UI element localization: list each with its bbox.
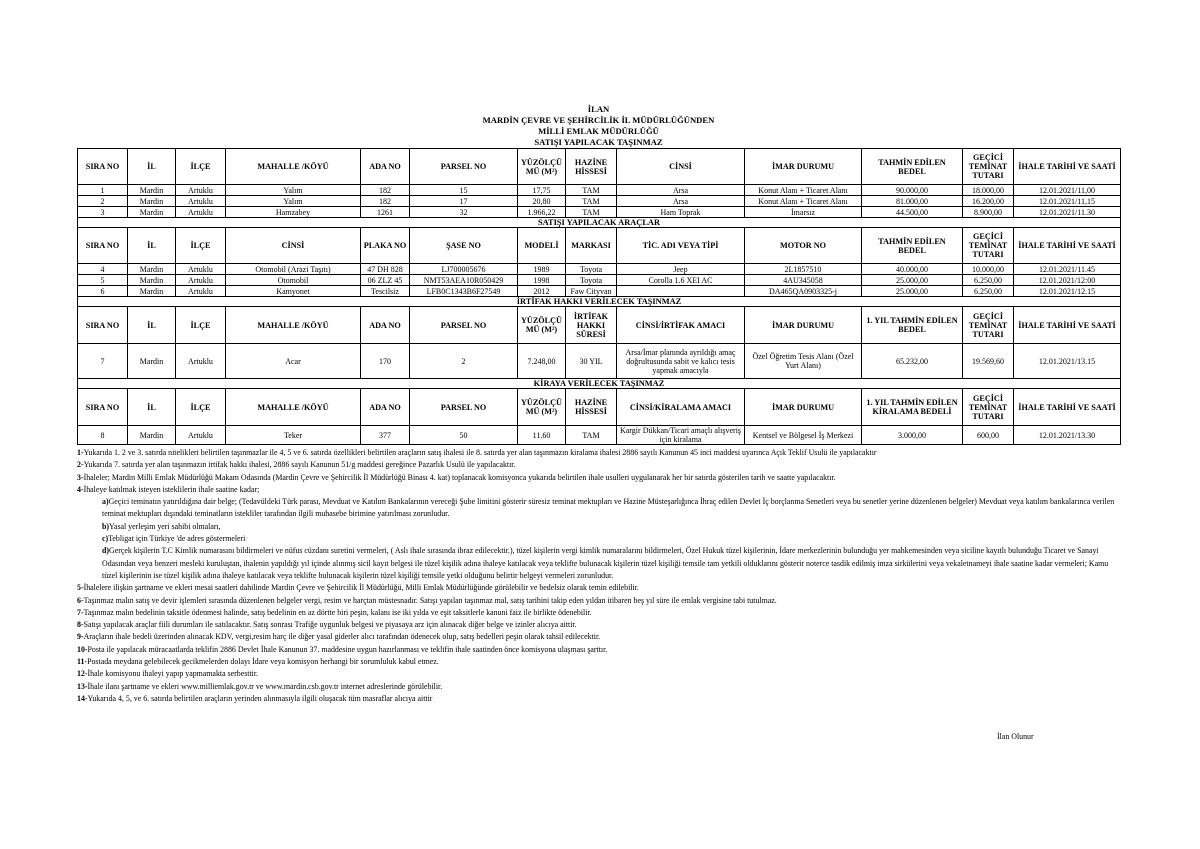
table-cell: 19.569,60 [963, 344, 1014, 379]
column-header: CİNSİ [617, 149, 745, 185]
column-header: İMAR DURUMU [745, 389, 862, 426]
column-header: TAHMİN EDİLEN BEDEL [862, 228, 963, 264]
table-cell: Arsa/İmar planında ayrıldığı amaç doğrultusunda sabit ve kalıcı tesis yapmak amacıyla [617, 344, 745, 379]
term-number: 7- [77, 607, 84, 617]
table-cell: 2 [410, 344, 518, 379]
table-cell: TAM [566, 426, 617, 445]
table-cell: 6.250,00 [963, 286, 1014, 297]
signoff: İlan Olunur [997, 732, 1034, 741]
table-cell: Artuklu [176, 196, 226, 207]
table-cell: Artuklu [176, 426, 226, 445]
term-number: 14- [77, 693, 88, 703]
table-cell: 32 [410, 207, 518, 218]
table-cell: 3 [78, 207, 128, 218]
table-cell: DA465QA0903325-j [745, 286, 862, 297]
table-cell: Mardin [128, 426, 176, 445]
table-cell: 20,80 [518, 196, 566, 207]
section-title: İRTİFAK HAKKI VERİLECEK TAŞINMAZ [78, 297, 1121, 307]
column-header: CİNSİ/KİRALAMA AMACI [617, 389, 745, 426]
term-text: İhaleler; Mardin Milli Emlak Müdürlüğü Makam Odasında (Mardin Çevre ve Şehircilik İl Müdürlüğü Binası 4. kat) toplanacak komisyonca yukarıda belirtilen ihale usulleri uygulanarak her bir satırda gösterilen tarih ve saatte yapılacaktır. [83, 472, 836, 482]
column-header: TİC. ADI VEYA TİPİ [617, 228, 745, 264]
column-header: SIRA NO [78, 228, 128, 264]
table-cell: Jeep [617, 264, 745, 275]
term-text: Gerçek kişilerin T.C Kimlik numarasını bildirmeleri ve nüfus cüzdanı suretini vermeleri, ( Aslı ihale sırasında ibraz edilecektir.), tüzel kişilerin vergi kimlik numaralarını bildirmeleri, Özel Hukuk tüzel kişilerinin, İdare merkezlerinin bulunduğu yer mahkemesinden veya siciline kayıtlı bulunduğu Ticaret ve Sanayi Odasından veya benzeri mesleki kuruluştan, ihalenin yapıldığı yıl içinde alınmış sicil kayıt belgesi ile tüzel kişilik adına ihaleye katılacak veya teklifte bulunacak kişilerin tüzel kişiliği temsile tam yetkili olduklarını gösterir noterce tasdik edilmiş imza sirkülerini veya vekaletnameyi ihale saatine kadar vermeleri; Kamu tüzel kişilerinin ise tüzel kişilik adına ihaleye katılacak veya teklifte bulunacak kişilerin tüzel kişiliği temsile yetki olduğunu belirtir belgeyi vermeleri zorunludur. [102, 546, 1109, 580]
column-header: MARKASI [566, 228, 617, 264]
term-text: Taşınmaz malın satış ve devir işlemleri sırasında düzenlenen belgeler vergi, resim ve harçtan müstesnadır. Satışı yapılan taşınmaz mal, satış tarihini takip eden yıldan itibaren beş yıl süre ile emlak vergisine tabi tutulmaz. [83, 595, 777, 605]
term-item [77, 656, 1120, 668]
column-header: MOTOR NO [745, 228, 862, 264]
table-cell: Arsa [617, 196, 745, 207]
table-cell: Konut Alanı + Ticaret Alanı [745, 196, 862, 207]
table-cell: 12.01.2021/11.30 [1014, 207, 1121, 218]
table-cell: 6.250,00 [963, 275, 1014, 286]
table-row [78, 196, 1121, 207]
column-header: 1. YIL TAHMİN EDİLEN KİRALAMA BEDELİ [862, 389, 963, 426]
column-header: İLÇE [176, 389, 226, 426]
column-header: İLÇE [176, 307, 226, 344]
auction-table [77, 148, 1121, 445]
column-header: GEÇİCİ TEMİNAT TUTARI [963, 389, 1014, 426]
term-number: 1- [77, 448, 84, 457]
table-cell: Mardin [128, 196, 176, 207]
table-cell: 8 [78, 426, 128, 445]
column-header: PLAKA NO [361, 228, 410, 264]
table-cell: Hamzabey [226, 207, 361, 218]
table-cell: 5 [78, 275, 128, 286]
table-cell: 10.000,00 [963, 264, 1014, 275]
section-title: SATIŞI YAPILACAK ARAÇLAR [78, 218, 1121, 228]
column-header: İL [128, 307, 176, 344]
term-item [77, 484, 1120, 496]
column-header: GEÇİCİ TEMİNAT TUTARI [963, 149, 1014, 185]
column-header: İHALE TARİHİ VE SAATİ [1014, 149, 1121, 185]
term-text: İhaleye katılmak isteyen isteklilerin ihale saatine kadar; [83, 484, 260, 494]
column-header: SIRA NO [78, 149, 128, 185]
table-cell: Acar [226, 344, 361, 379]
column-header: SIRA NO [78, 307, 128, 344]
column-header: YÜZÖLÇÜ MÜ (M²) [518, 307, 566, 344]
term-text: Satışı yapılacak araçlar fiili durumları ile satılacaktır. Satış sonrası Trafiğe uygunluk belgesi ve piyasaya arz için alınacak diğer belge ve izinler alıcıya aittir. [83, 620, 577, 630]
table-cell: Artuklu [176, 185, 226, 196]
column-header: PARSEL NO [410, 307, 518, 344]
term-text: Yukarıda 7. satırda yer alan taşınmazın irtifak hakkı ihalesi, 2886 sayılı Kanunun 51/g maddesi gereğince Pazarlık Usulü ile yapılacaktır. [83, 460, 516, 470]
table-cell: 4 [78, 264, 128, 275]
table-cell: Mardin [128, 344, 176, 379]
term-text: Yukarıda 4, 5, ve 6. satırda belirtilen araçların yerinden alınmasıyla ilgili oluşacak tüm masraflar alıcıya aittir [87, 693, 433, 703]
table-cell: Artuklu [176, 207, 226, 218]
table-cell: 182 [361, 196, 410, 207]
column-header: SIRA NO [78, 389, 128, 426]
column-header: YÜZÖLÇÜ MÜ (M²) [518, 389, 566, 426]
table-cell: 3.000,00 [862, 426, 963, 445]
table-cell: 12.01.2021/12:00 [1014, 275, 1121, 286]
table-cell: Arsa [617, 185, 745, 196]
announcement-title: İLAN [587, 104, 610, 114]
table-cell: 50 [410, 426, 518, 445]
column-header: TAHMİN EDİLEN BEDEL [862, 149, 963, 185]
table-cell: 1989 [518, 264, 566, 275]
table-cell: 40.000,00 [862, 264, 963, 275]
table-cell: Corolla 1.6 XEI AC [617, 275, 745, 286]
column-header: GEÇİCİ TEMİNAT TUTARI [963, 228, 1014, 264]
table-cell: 12.01.2021/11,15 [1014, 196, 1121, 207]
table-cell: 30 YIL [566, 344, 617, 379]
header [77, 104, 1120, 148]
term-number: 5- [77, 583, 84, 593]
table-row [78, 207, 1121, 218]
column-header: ADA NO [361, 149, 410, 185]
column-header: 1. YIL TAHMİN EDİLEN BEDEL [862, 307, 963, 344]
table-cell: 2L1857510 [745, 264, 862, 275]
table-cell: 12.01.2021/13.15 [1014, 344, 1121, 379]
term-text: Tebligat için Türkiye 'de adres göstermeleri [108, 534, 246, 544]
table-cell: 377 [361, 426, 410, 445]
table-cell: İmarsız [745, 207, 862, 218]
term-text: Yukarıda 1. 2 ve 3. satırda nitelikleri belirtilen taşınmazlar ile 4, 5 ve 6. satırda özellikleri belirtilen araçların satış ihalesi ile 8. satırda yer alan taşınmazın kiralama ihalesi 2886 sayılı Kanunun 45 inci maddesi uyarınca Açık Teklif Usulü ile yapılacaktır [83, 448, 877, 457]
term-text: Geçici teminatın yatırıldığına dair belge; (Tedavüldeki Türk parası, Mevduat ve Katılım Bankalarının vereceği Şube limitini gösterir süresiz teminat mektupları ve Hazine Müsteşarlığınca İhraç edilen Devlet İç borçlanma Senetleri veya bu senetler yerine düzenlenen belgeler) Mevduat veya katılım bankalarınca verilen teminat mektupları dışındaki teminatların istekliler tarafından ilgili muhasebe birimine yatırılması zorunludur. [102, 497, 1115, 519]
term-item [77, 693, 1120, 705]
table-cell: 170 [361, 344, 410, 379]
table-cell: Yalım [226, 196, 361, 207]
term-number: 12- [77, 669, 88, 679]
table-cell: 06 ZLZ 45 [361, 275, 410, 286]
table-cell: Artuklu [176, 275, 226, 286]
table-cell: LFB0C1343B6F27549 [410, 286, 518, 297]
column-header: İL [128, 228, 176, 264]
table-cell: 6 [78, 286, 128, 297]
term-text: İhalelere ilişkin şartname ve ekleri mesai saatleri dahilinde Mardin Çevre ve Şehircilik İl Müdürlüğü, Milli Emlak Müdürlüğünde görülebilir ve bedelsiz olarak temin edilebilir. [83, 583, 639, 593]
table-cell: Mardin [128, 185, 176, 196]
column-header: İMAR DURUMU [745, 307, 862, 344]
section-title-land: SATIŞI YAPILACAK TAŞINMAZ [534, 137, 663, 147]
lease-section-row [78, 379, 1121, 389]
term-item [77, 521, 1120, 533]
table-cell: 8.900,00 [963, 207, 1014, 218]
table-cell: 81.000,00 [862, 196, 963, 207]
term-number: 9- [77, 632, 84, 642]
term-number: b) [102, 521, 110, 531]
column-header: MAHALLE /KÖYÜ [226, 389, 361, 426]
table-cell: LJ700005676 [410, 264, 518, 275]
table-cell: 1 [78, 185, 128, 196]
table-cell: 25.000,00 [862, 275, 963, 286]
vehicles-section-row [78, 218, 1121, 228]
term-number: 10- [77, 644, 88, 654]
table-cell: Mardin [128, 275, 176, 286]
table-cell: NMT53AEA10R050429 [410, 275, 518, 286]
table-cell: 12.01.2021/11,00 [1014, 185, 1121, 196]
table-row [78, 286, 1121, 297]
table-cell: 2012 [518, 286, 566, 297]
issuer-department: MİLLİ EMLAK MÜDÜRLÜĞÜ [538, 126, 659, 136]
term-text: Araçların ihale bedeli üzerinden alınacak KDV, vergi,resim harç ile diğer yasal giderler alıcı tarafından ödenecek olup, satış bedelleri peşin olarak tahsil edilecektir. [83, 632, 601, 642]
table-cell: Artuklu [176, 344, 226, 379]
table-row [78, 344, 1121, 379]
table-cell: Faw Cityvan [566, 286, 617, 297]
column-header: ADA NO [361, 307, 410, 344]
term-item [77, 619, 1120, 631]
table-cell: 7.248,00 [518, 344, 566, 379]
table-cell: TAM [566, 196, 617, 207]
land-header-row [78, 149, 1121, 185]
issuer-name: MARDİN ÇEVRE VE ŞEHİRCİLİK İL MÜDÜRLÜĞÜNDEN [482, 115, 715, 125]
table-cell: 44.500,00 [862, 207, 963, 218]
table-cell: 1261 [361, 207, 410, 218]
table-cell: Kargir Dükkan/Ticari amaçlı alışveriş için kiralama [617, 426, 745, 445]
term-item [77, 496, 1120, 521]
term-item [77, 668, 1120, 680]
term-item [77, 644, 1120, 656]
term-number: d) [102, 546, 110, 556]
table-row [78, 264, 1121, 275]
table-cell: Artuklu [176, 286, 226, 297]
term-number: 2- [77, 460, 84, 470]
table-row [78, 275, 1121, 286]
table-cell: Konut Alanı + Ticaret Alanı [745, 185, 862, 196]
table-cell: Toyota [566, 264, 617, 275]
table-cell: Toyota [566, 275, 617, 286]
table-cell: Artuklu [176, 264, 226, 275]
term-item [77, 582, 1120, 594]
table-cell: TAM [566, 185, 617, 196]
table-cell: 7 [78, 344, 128, 379]
term-text: İhale komisyonu ihaleyi yapıp yapmamakta serbesttir. [87, 669, 259, 679]
term-text: İhale ilanı şartname ve ekleri www.milliemlak.gov.tr ve www.mardin.csb.gov.tr internet adreslerinde görülebilir. [87, 681, 443, 691]
term-item [77, 545, 1120, 582]
term-item [77, 595, 1120, 607]
column-header: MAHALLE /KÖYÜ [226, 149, 361, 185]
term-number: 11- [77, 657, 88, 667]
column-header: CİNSİ [226, 228, 361, 264]
term-number: 3- [77, 472, 84, 482]
easement-header-row [78, 307, 1121, 344]
column-header: PARSEL NO [410, 389, 518, 426]
terms-list [77, 447, 1120, 705]
term-text: Taşınmaz malın bedelinin taksitle ödenmesi halinde, satış bedelinin en az dörtte biri peşin, kalanı ise iki yılda ve eşit taksitlerle kanuni faiz ile birlikte ödenebilir. [83, 607, 592, 617]
table-cell: 17,75 [518, 185, 566, 196]
column-header: MAHALLE /KÖYÜ [226, 307, 361, 344]
column-header: ADA NO [361, 389, 410, 426]
term-item [77, 631, 1120, 643]
table-cell: Tescilsiz [361, 286, 410, 297]
table-cell: 12.01.2021/13.30 [1014, 426, 1121, 445]
table-cell: Özel Öğretim Tesis Alanı (Özel Yurt Alanı) [745, 344, 862, 379]
table-cell: 65.232,00 [862, 344, 963, 379]
column-header: İHALE TARİHİ VE SAATİ [1014, 307, 1121, 344]
column-header: İHALE TARİHİ VE SAATİ [1014, 228, 1121, 264]
term-text: Yasal yerleşim yeri sahibi olmaları, [109, 521, 221, 531]
table-cell: 18.000,00 [963, 185, 1014, 196]
table-cell: Mardin [128, 264, 176, 275]
easement-section-row [78, 297, 1121, 307]
table-cell: 15 [410, 185, 518, 196]
column-header: MODELİ [518, 228, 566, 264]
column-header: GEÇİCİ TEMİNAT TUTARI [963, 307, 1014, 344]
term-number: a) [102, 497, 109, 507]
term-item [77, 607, 1120, 619]
column-header: İLÇE [176, 228, 226, 264]
term-item [77, 533, 1120, 545]
table-cell: 182 [361, 185, 410, 196]
term-number: 6- [77, 595, 84, 605]
table-row [78, 185, 1121, 196]
column-header: CİNSİ/İRTİFAK AMACI [617, 307, 745, 344]
table-cell: Yalım [226, 185, 361, 196]
table-cell: Mardin [128, 286, 176, 297]
table-cell: Teker [226, 426, 361, 445]
term-number: c) [102, 534, 109, 544]
table-row [78, 426, 1121, 445]
table-cell: 12.01.2021/12.15 [1014, 286, 1121, 297]
table-cell: 1.966,22 [518, 207, 566, 218]
table-cell: TAM [566, 207, 617, 218]
section-title: KİRAYA VERİLECEK TAŞINMAZ [78, 379, 1121, 389]
column-header: İLÇE [176, 149, 226, 185]
term-text: Posta ile yapılacak müracaatlarda teklifin 2886 Devlet İhale Kanunun 37. maddesine uygun hazırlanması ve teklifin ihale saatinden önce komisyona ulaşması şarttır. [87, 644, 608, 654]
table-cell: 16.200,00 [963, 196, 1014, 207]
table-cell: Mardin [128, 207, 176, 218]
column-header: PARSEL NO [410, 149, 518, 185]
term-item [77, 459, 1120, 471]
table-cell: 17 [410, 196, 518, 207]
table-cell: 11.60 [518, 426, 566, 445]
table-cell: 2 [78, 196, 128, 207]
table-cell: 90.000,00 [862, 185, 963, 196]
table-cell: 25.000,00 [862, 286, 963, 297]
term-text: Postada meydana gelebilecek gecikmelerden dolayı İdare veya komisyon herhangi bir sorumluluk kabul etmez. [87, 657, 439, 667]
table-cell [617, 286, 745, 297]
table-cell: Kentsel ve Bölgesel İş Merkezi [745, 426, 862, 445]
term-number: 13- [77, 681, 88, 691]
column-header: HAZİNE HİSSESİ [566, 389, 617, 426]
column-header: İL [128, 149, 176, 185]
column-header: YÜZÖLÇÜ MÜ (M²) [518, 149, 566, 185]
column-header: HAZİNE HİSSESİ [566, 149, 617, 185]
vehicle-header-row [78, 228, 1121, 264]
table-cell: Otomobil [226, 275, 361, 286]
table-cell: 47 DH 828 [361, 264, 410, 275]
term-number: 4- [77, 484, 84, 494]
table-cell: Otomobil (Arazi Taşıtı) [226, 264, 361, 275]
column-header: İHALE TARİHİ VE SAATİ [1014, 389, 1121, 426]
announcement [77, 104, 1120, 705]
table-cell: 4AU345058 [745, 275, 862, 286]
term-number: 8- [77, 620, 84, 630]
column-header: İRTİFAK HAKKI SÜRESİ [566, 307, 617, 344]
lease-header-row [78, 389, 1121, 426]
term-item [77, 447, 1120, 459]
column-header: ŞASE NO [410, 228, 518, 264]
table-cell: 1998 [518, 275, 566, 286]
column-header: İMAR DURUMU [745, 149, 862, 185]
table-cell: Kamyonet [226, 286, 361, 297]
column-header: İL [128, 389, 176, 426]
term-item [77, 472, 1120, 484]
table-cell: 12.01.2021/11.45 [1014, 264, 1121, 275]
table-cell: 600,00 [963, 426, 1014, 445]
table-cell: Ham Toprak [617, 207, 745, 218]
term-item [77, 681, 1120, 693]
